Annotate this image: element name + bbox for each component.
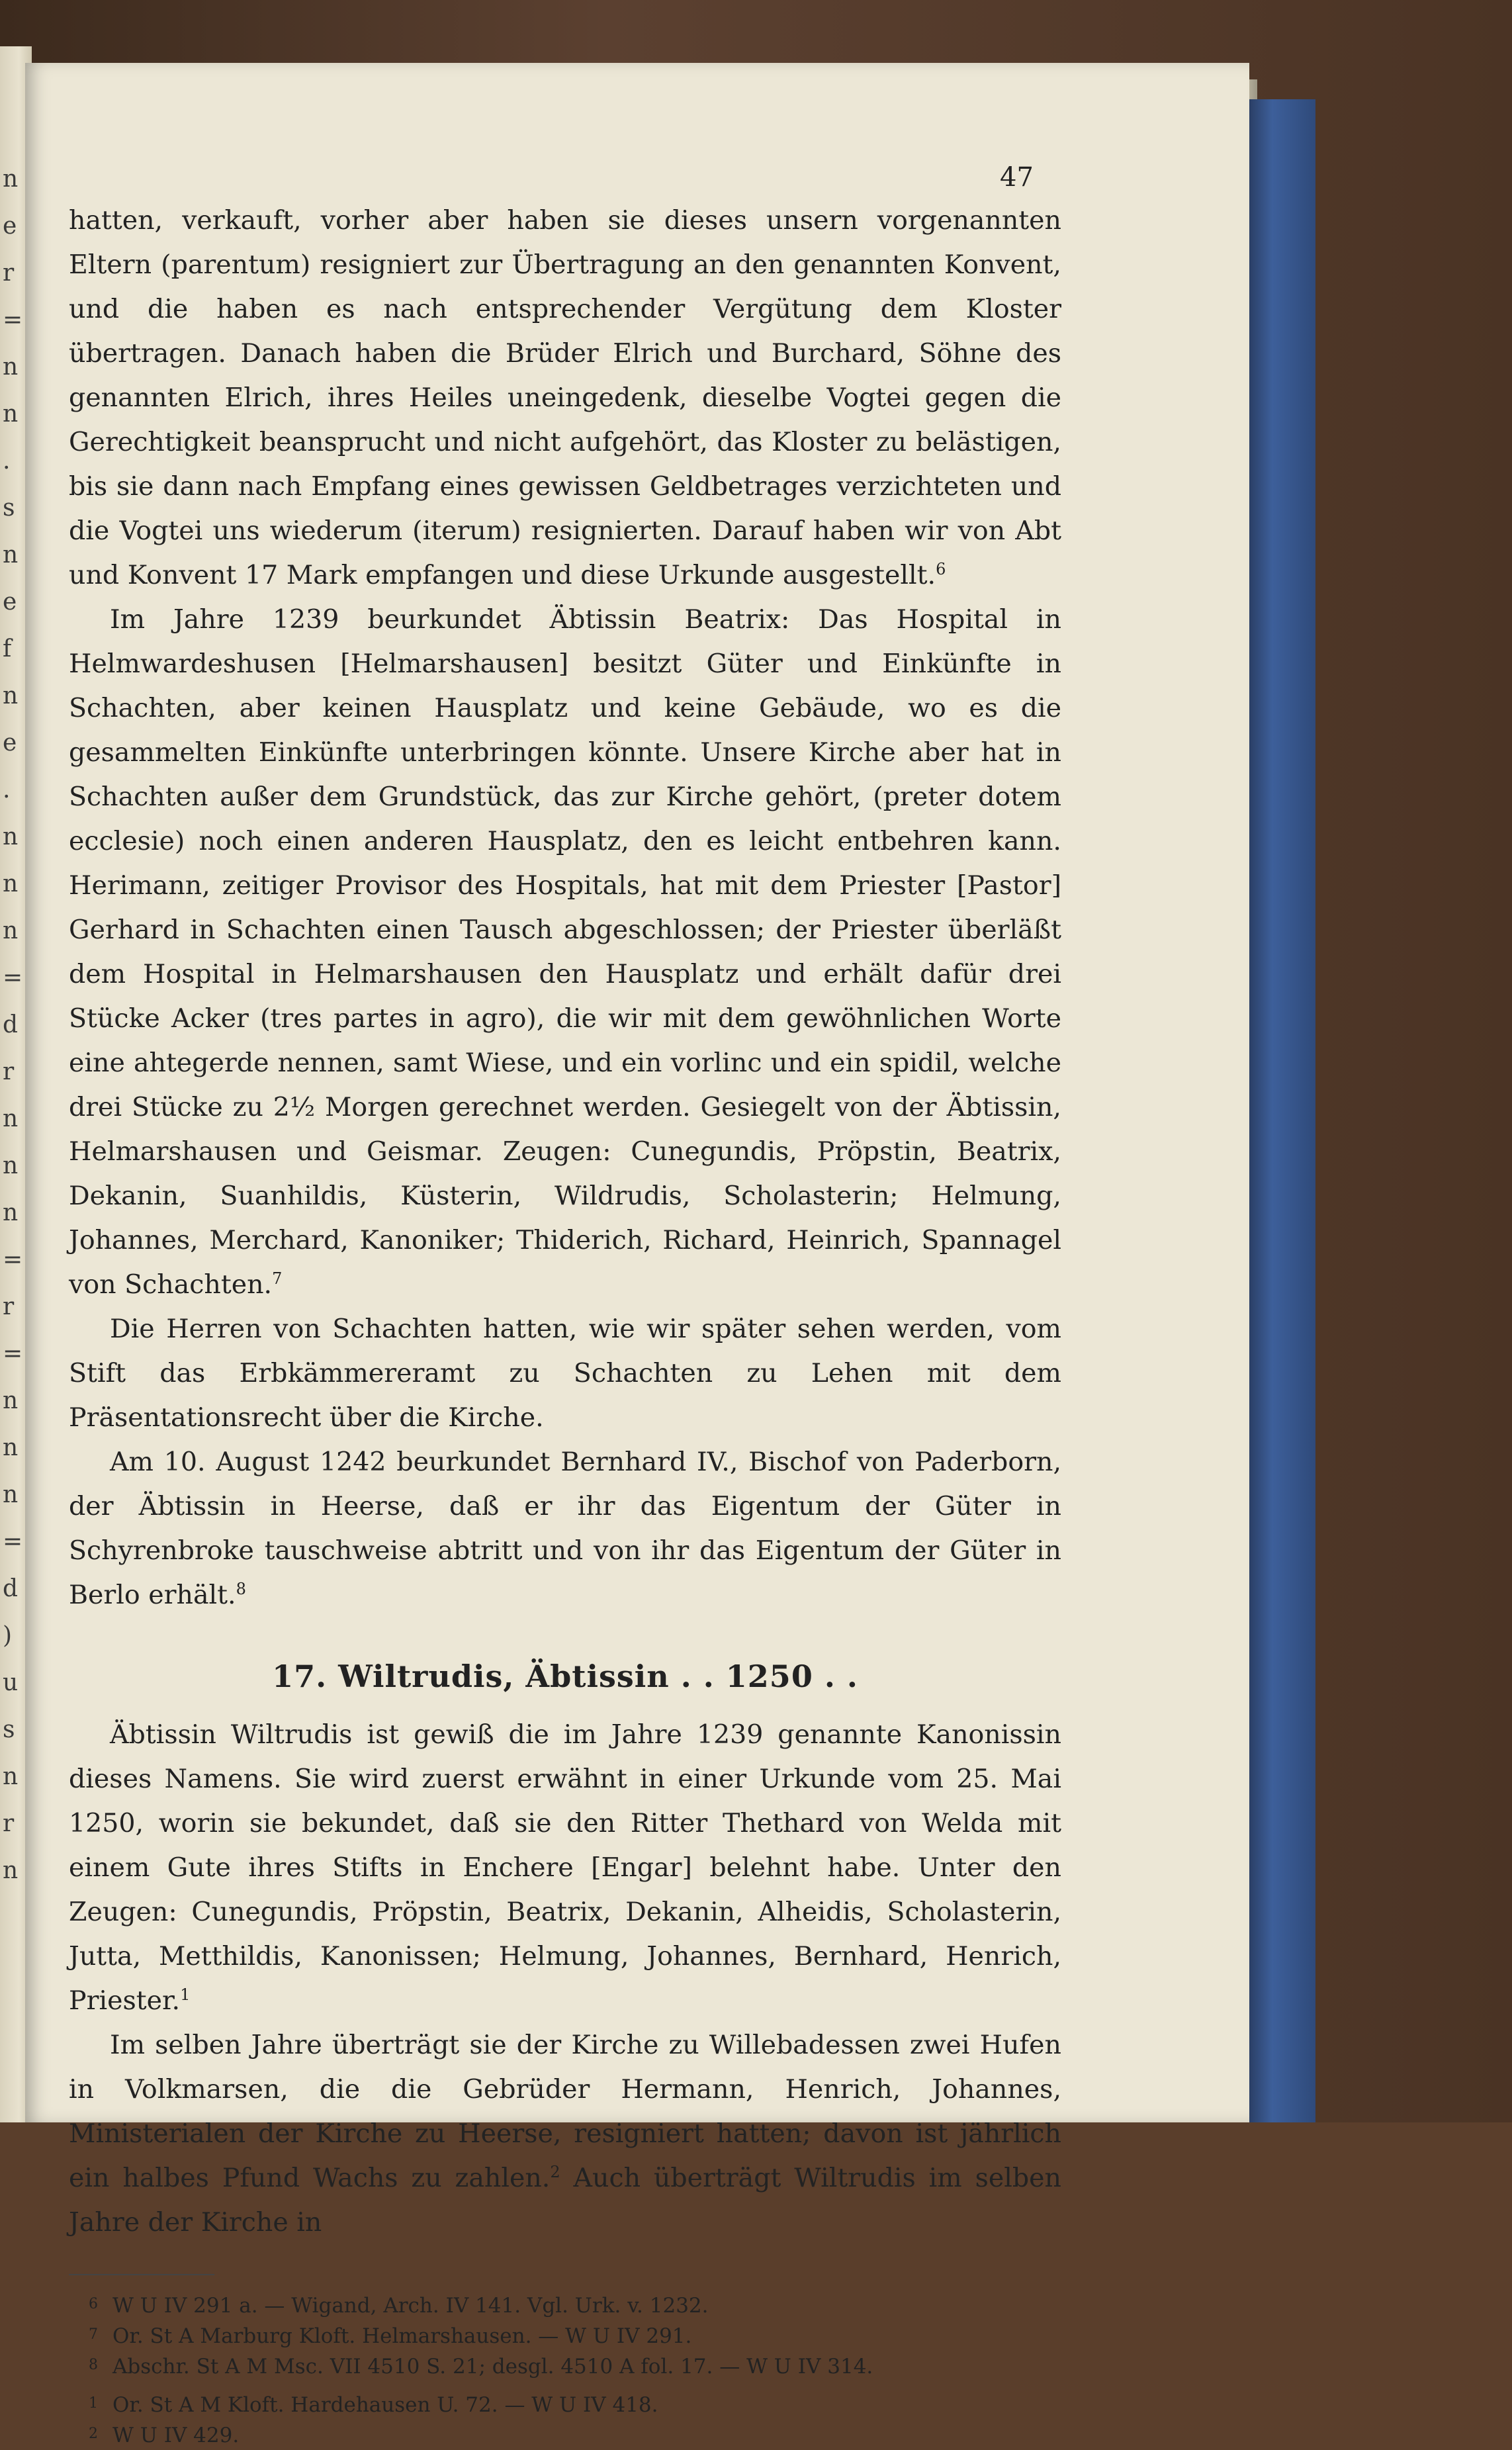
facing-page-fragment: n (3, 1387, 19, 1414)
facing-page-fragment: n (3, 1105, 19, 1132)
facing-page-fragment: . (3, 447, 11, 475)
paragraph-2-text: Im Jahre 1239 beurkundet Äbtissin Beatrix: Das Hospital in Helmwardeshusen [Helmarshausen] besitzt Güter und Einkünfte in Schachten, aber keinen Hausplatz und keine Gebäude, wo es die gesammelten Einkünfte unterbringen könnte. Unsere Kirche aber hat in Schachten außer dem Grundstück, das zur Kirche gehört, (preter dotem ecclesie) noch einen anderen Hausplatz, den es leicht entbehren kann. Herimann, zeitiger Provisor des Hospitals, hat mit dem Priester [Pastor] Gerhard in Schachten einen Tausch abgeschlossen; der Priester überläßt dem Hospital in Helmarshausen den Hausplatz und erhält dafür drei Stücke Acker (tres partes in agro), die wir mit dem gewöhnlichen Worte eine ahtegerde nennen, samt Wiese, und ein vorlinc und ein spidil, welche drei Stücke zu 2½ Morgen gerechnet werden. Gesiegelt von der Äbtissin, Helmarshausen und Geismar. Zeugen: Cunegundis, Pröpstin, Beatrix, Dekanin, Suanhildis, Küsterin, Wildrudis, Scholasterin; Helmung, Johannes, Merchard, Kanoniker; Thiderich, Richard, Heinrich, Spannagel von Schachten. (69, 604, 1061, 1300)
page-number: 47 (1000, 162, 1034, 193)
paragraph-3 (69, 1307, 1061, 1440)
facing-page-fragment: f (3, 635, 12, 662)
facing-page-fragment: n (3, 682, 19, 709)
facing-page-fragment: = (3, 1246, 23, 1273)
footnote-2-text: W U IV 429. (112, 2424, 240, 2447)
footnote-8-text: Abschr. St A M Msc. VII 4510 S. 21; desgl. 4510 A fol. 17. — W U IV 314. (112, 2355, 873, 2379)
paragraph-1 (69, 199, 1061, 598)
footnote-1-mark: 1 (89, 2395, 98, 2412)
facing-page-fragment: n (3, 1481, 19, 1508)
facing-page-fragment: n (3, 823, 19, 850)
footnote-6-mark: 6 (89, 2296, 98, 2312)
footnote-ref-2: 2 (550, 2162, 560, 2181)
footnote-8-mark: 8 (89, 2357, 98, 2373)
facing-page-fragment: e (3, 729, 17, 756)
facing-page-fragment: n (3, 165, 19, 193)
facing-page-fragment: d (3, 1011, 19, 1038)
facing-page-fragment: n (3, 1434, 19, 1461)
facing-page-fragment: e (3, 588, 17, 615)
paragraph-4-text: Am 10. August 1242 beurkundet Bernhard IV., Bischof von Paderborn, der Äbtissin in Heerse, daß er ihr das Eigentum der Güter in Schyrenbroke tauschweise abtritt und von ihr das Eigentum der Güter in Berlo erhält. (69, 1447, 1061, 1610)
facing-page-fragment: = (3, 964, 23, 991)
footnote-ref-7: 7 (272, 1269, 283, 1288)
facing-page-fragment: n (3, 353, 19, 381)
facing-page-fragment: n (3, 1199, 19, 1226)
footnote-2-mark: 2 (89, 2426, 98, 2442)
book-cover (1249, 99, 1315, 2122)
footnote-ref-8: 8 (236, 1579, 246, 1598)
facing-page-fragment: ) (3, 1622, 13, 1649)
section-paragraph-2-tail: Auch überträgt Wiltrudis im selben Jahre der Kirche in (69, 2163, 1061, 2238)
paragraph-3-text: Die Herren von Schachten hatten, wie wir später sehen werden, vom Stift das Erbkämmereramt zu Schachten zu Lehen mit dem Präsentationsrecht über die Kirche. (69, 1314, 1061, 1433)
facing-page-fragment: . (3, 776, 11, 803)
footnote-2 (69, 2420, 1061, 2450)
section-paragraph-2 (69, 2023, 1061, 2245)
footnote-6-text: W U IV 291 a. — Wigand, Arch. IV 141. Vgl. Urk. v. 1232. (112, 2294, 709, 2318)
footnote-spacer (69, 2381, 1061, 2389)
facing-page-fragment: s (3, 494, 15, 522)
footnotes-group-b (69, 2389, 1061, 2450)
facing-page-fragment: r (3, 1810, 15, 1837)
footnote-ref-6: 6 (936, 559, 946, 578)
footnote-1 (69, 2389, 1061, 2420)
facing-page-fragment: n (3, 870, 19, 897)
paragraph-1-text: hatten, verkauft, vorher aber haben sie dieses unsern vorgenannten Eltern (parentum) resigniert zur Übertragung an den genannten Konvent, und die haben es nach entsprechender Vergütung dem Kloster übertragen. Danach haben die Brüder Elrich und Burchard, Söhne des genannten Elrich, ihres Heiles uneingedenk, dieselbe Vogtei gegen die Gerechtigkeit beansprucht und nicht aufgehört, das Kloster zu belästigen, bis sie dann nach Empfang eines gewissen Geldbetrages verzichteten und die Vogtei uns wiederum (iterum) resignierten. Darauf haben wir von Abt und Konvent 17 Mark empfangen und diese Urkunde ausgestellt. (69, 205, 1061, 590)
facing-page-fragment: n (3, 1763, 19, 1790)
facing-page-fragment: r (3, 1293, 15, 1320)
facing-page-fragment: r (3, 1058, 15, 1085)
facing-page-fragment: d (3, 1575, 19, 1602)
footnote-6 (69, 2290, 1061, 2320)
page-content (69, 199, 1061, 2450)
paragraph-4 (69, 1440, 1061, 1617)
footnote-divider (69, 2274, 214, 2275)
facing-page-fragment: u (3, 1669, 19, 1696)
facing-page-fragment: = (3, 1528, 23, 1555)
facing-page-fragment: n (3, 400, 19, 428)
facing-page-fragment: n (3, 917, 19, 944)
section-paragraph-1-text: Äbtissin Wiltrudis ist gewiß die im Jahre 1239 genannte Kanonissin dieses Namens. Sie wird zuerst erwähnt in einer Urkunde vom 25. Mai 1250, worin sie bekundet, daß sie den Ritter Thethard von Welda mit einem Gute ihres Stifts in Enchere [Engar] belehnt habe. Unter den Zeugen: Cunegundis, Pröpstin, Beatrix, Dekanin, Alheidis, Scholasterin, Jutta, Metthildis, Kanonissen; Helmung, Johannes, Bernhard, Henrich, Priester. (69, 1719, 1061, 2016)
section-heading: 17. Wiltrudis, Äbtissin . . 1250 . . (272, 1658, 858, 1694)
facing-page-fragment: e (3, 212, 17, 240)
footnotes-group-a (69, 2290, 1061, 2381)
footnote-1-text: Or. St A M Kloft. Hardehausen U. 72. — W U IV 418. (112, 2393, 658, 2417)
section-paragraph-2-text: Im selben Jahre überträgt sie der Kirche zu Willebadessen zwei Hufen in Volkmarsen, die die Gebrüder Hermann, Henrich, Johannes, Ministerialen der Kirche zu Heerse, resigniert hatten; davon ist jährlich ein halbes Pfund Wachs zu zahlen. (69, 2030, 1061, 2193)
footnote-7-text: Or. St A Marburg Kloft. Helmarshausen. — W U IV 291. (112, 2324, 692, 2348)
facing-page-fragment: n (3, 541, 19, 568)
section-paragraph-1 (69, 1713, 1061, 2023)
book-page (25, 63, 1249, 2447)
facing-page-fragment: s (3, 1716, 15, 1743)
facing-page-fragment: n (3, 1152, 19, 1179)
paragraph-2 (69, 598, 1061, 1307)
footnote-7-mark: 7 (89, 2326, 98, 2343)
facing-page-fragment: = (3, 1340, 23, 1367)
footnote-7 (69, 2320, 1061, 2351)
facing-page-fragment: r (3, 259, 15, 287)
footnote-ref-1: 1 (180, 1985, 191, 2004)
facing-page-fragment: n (3, 1857, 19, 1884)
facing-page-fragment: = (3, 306, 23, 334)
footnote-8 (69, 2351, 1061, 2381)
